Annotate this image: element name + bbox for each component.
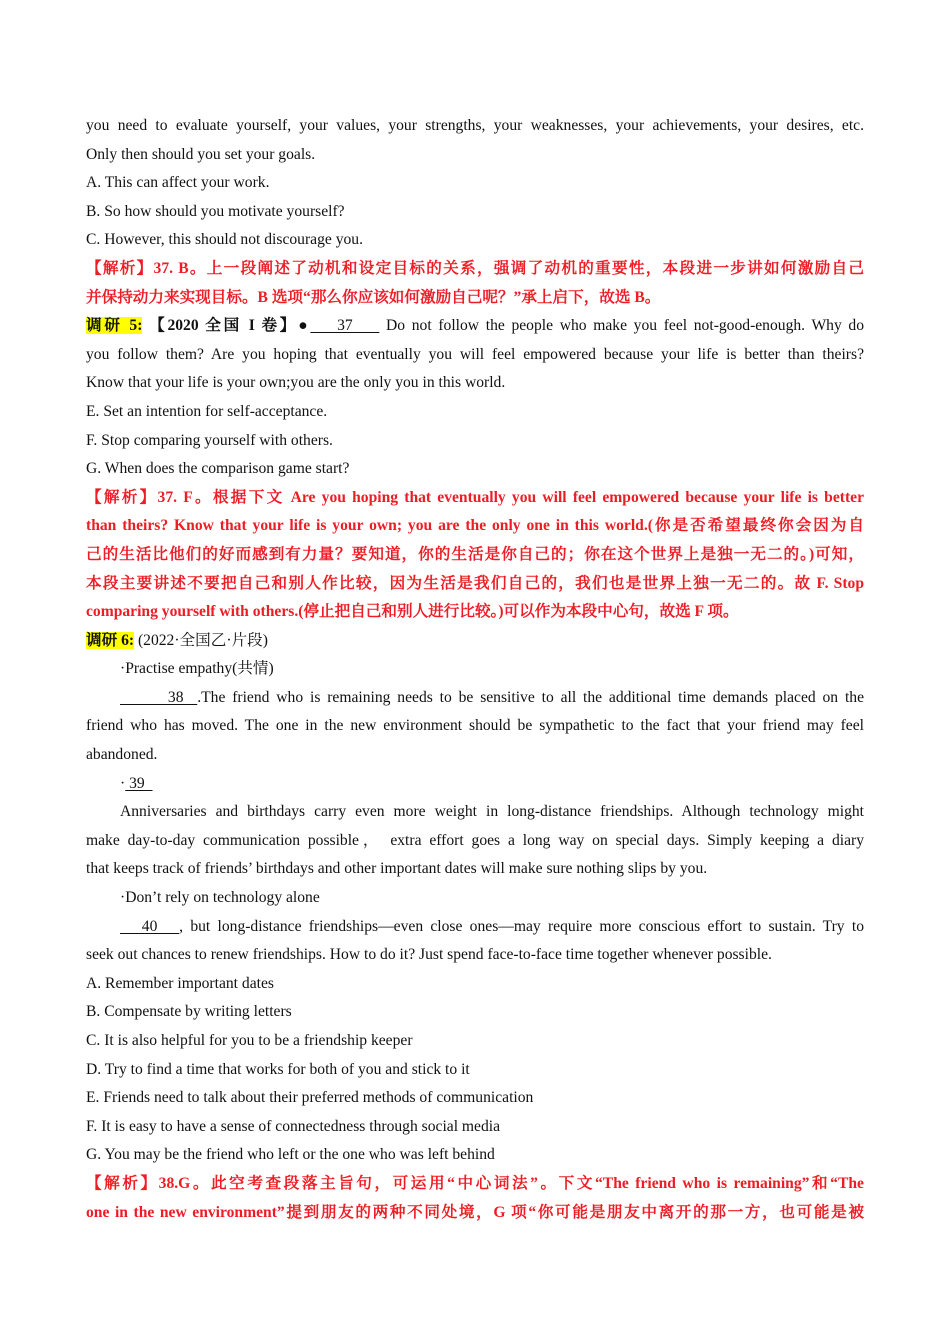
option-c: C. It is also helpful for you to be a friendship keeper	[86, 1032, 413, 1049]
bullet-icon: ●	[298, 317, 311, 335]
analysis-37f	[86, 484, 864, 513]
analysis-line: 并保持动力来实现目标。B 选项“那么你应该如何激励自己呢？”承上启下，故选 B。	[86, 288, 661, 306]
section-heading: ·Practise empathy(共情)	[120, 660, 274, 678]
analysis-text: 37. F。根据下文 Are you hoping that eventually you will feel empowered because your life is better	[157, 488, 864, 506]
option-b: B. So how should you motivate yourself?	[86, 202, 345, 220]
passage-line: abandoned.	[86, 746, 158, 764]
blank-38: 38	[120, 688, 198, 706]
option-d: D. Try to find a time that works for both of you and stick to it	[86, 1060, 470, 1078]
analysis-line: 本段主要讲述不要把自己和别人作比较，因为生活是我们自己的，我们也是世界上独一无二的。故 F. Stop	[86, 574, 864, 592]
analysis-label: 【解析】	[86, 1174, 159, 1192]
research-tag: 调研 6:	[86, 631, 135, 649]
exam-source: (2022·全国乙·片段)	[134, 631, 268, 649]
passage-text: .The friend who is remaining needs to be sensitive to all the additional time demands placed on the	[197, 688, 864, 706]
passage-text: , but long-distance friendships—even close ones—may require more conscious effort to sustain. Try to	[179, 917, 864, 935]
option-c: C. However, this should not discourage you.	[86, 231, 363, 249]
section-heading-39	[86, 770, 864, 799]
document-page	[86, 112, 864, 1227]
analysis-37b	[86, 255, 864, 284]
analysis-38g	[86, 1170, 864, 1199]
exam-source: 【2020 全国 I 卷】	[149, 317, 299, 335]
passage-line: make day-to-day communication possible， extra effort goes a long way on special days. Simply keeping a diary	[86, 831, 864, 849]
analysis-label: 【解析】	[86, 259, 154, 277]
heading-dot: ·	[120, 774, 126, 792]
analysis-label: 【解析】	[86, 488, 158, 506]
analysis-line: 己的生活比他们的好而感到有力量？要知道，你的生活是你自己的；你在这个世界上是独一无二的。)可知，	[86, 545, 864, 563]
section-heading: ·Don’t rely on technology alone	[120, 889, 320, 907]
research6-header	[86, 627, 864, 656]
analysis-line: comparing yourself with others.(停止把自己和别人进行比较。)可以作为本段中心句，故选 F 项。	[86, 603, 739, 621]
option-e: E. Friends need to talk about their preferred methods of communication	[86, 1089, 534, 1107]
passage-text: Do not follow the people who make you feel not-good-enough. Why do	[379, 317, 865, 335]
passage-40-line1	[86, 913, 864, 942]
option-a: A. Remember important dates	[86, 974, 274, 992]
option-g: G. When does the comparison game start?	[86, 460, 350, 478]
blank-37: 37	[310, 317, 380, 335]
passage-line: Anniversaries and birthdays carry even more weight in long-distance friendships. Although technology might	[120, 803, 864, 821]
option-g: G. You may be the friend who left or the one who was left behind	[86, 1146, 495, 1164]
option-f: F. It is easy to have a sense of connectedness through social media	[86, 1117, 501, 1135]
analysis-line: than theirs? Know that your life is your own; you are the only one in this world.(你是否希望最终你会因为自	[86, 517, 864, 535]
research-tag: 调研 5:	[86, 317, 143, 335]
passage-line: seek out chances to renew friendships. How to do it? Just spend face-to-face time together whenever possible.	[86, 946, 772, 964]
analysis-text: 38.G。此空考查段落主旨句，可运用“中心词法”。下文“The friend who is remaining”和“The	[158, 1174, 864, 1192]
option-e: E. Set an intention for self-acceptance.	[86, 402, 328, 420]
passage-38-line1	[86, 684, 864, 713]
option-f: F. Stop comparing yourself with others.	[86, 431, 333, 449]
analysis-text: 37. B。上一段阐述了动机和设定目标的关系，强调了动机的重要性，本段进一步讲如何激励自己	[153, 259, 864, 277]
analysis-line: one in the new environment”提到朋友的两种不同处境，G 项“你可能是朋友中离开的那一方，也可能是被	[86, 1203, 864, 1221]
option-a: A. This can affect your work.	[86, 174, 270, 192]
option-b: B. Compensate by writing letters	[86, 1003, 292, 1021]
passage-line: Know that your life is your own;you are the only you in this world.	[86, 374, 506, 392]
blank-40: 40	[120, 917, 180, 935]
blank-39: 39	[125, 774, 153, 792]
passage-line: that keeps track of friends’ birthdays and other important dates will make sure nothing slips by you.	[86, 860, 708, 878]
passage-line: Only then should you set your goals.	[86, 145, 316, 163]
research5-line1	[86, 312, 864, 341]
passage-line: friend who has moved. The one in the new environment should be sympathetic to the fact that your friend may feel	[86, 717, 864, 735]
passage-line: you follow them? Are you hoping that eventually you will feel empowered because your life is better than theirs?	[86, 345, 864, 363]
passage-line: you need to evaluate yourself, your values, your strengths, your weaknesses, your achievements, your desires, etc.	[86, 117, 864, 134]
